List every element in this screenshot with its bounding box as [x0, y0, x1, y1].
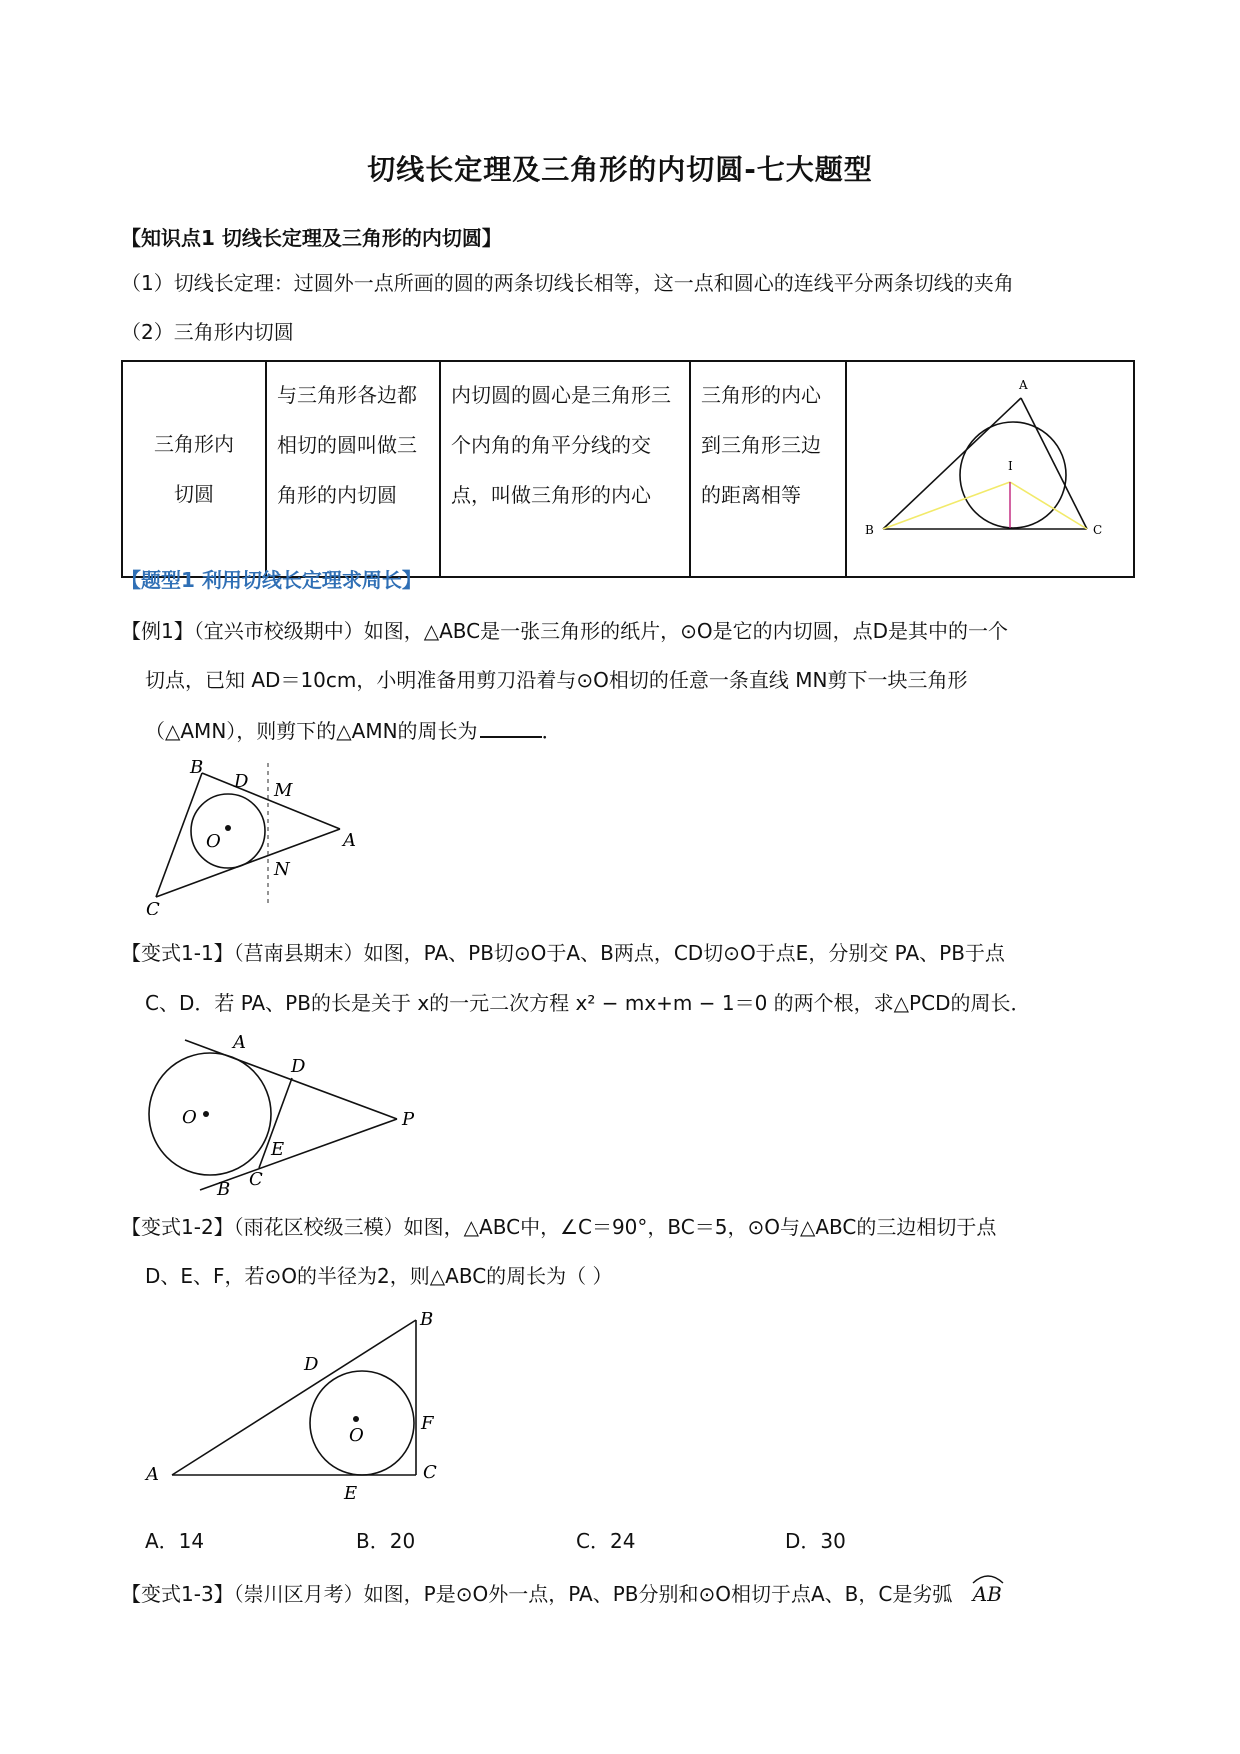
variant1-3-line1 — [121, 1580, 1002, 1608]
arc-ab-symbol — [973, 1580, 1002, 1608]
fig2-label-p: P — [402, 1109, 415, 1130]
variant1-1-figure — [140, 1030, 430, 1198]
fig-label-a: A — [1019, 378, 1028, 392]
option-b[interactable]: B．20 — [356, 1529, 416, 1553]
variant1-2-text1: （雨花区校级三模）如图，△ABC中，∠C＝90°，BC＝5，⊙O与△ABC的三边相切于点 — [233, 1215, 997, 1239]
table-figure-cell — [846, 361, 1134, 577]
example1-label: 【例1】 — [121, 619, 194, 643]
variant1-1-line1 — [121, 939, 1005, 967]
table-property-cell: 三角形的内心到三角形三边的距离相等 — [690, 361, 846, 577]
variant1-1-line2: C、D．若 PA、PB的长是关于 x的一元二次方程 x² − mx+m − 1＝0 的两个根，求△PCD的周长． — [145, 991, 1031, 1015]
incircle-table — [121, 360, 1135, 578]
option-a[interactable]: A．14 — [145, 1529, 205, 1553]
variant1-3-label: 【变式1-3】 — [121, 1582, 234, 1606]
fig1-label-a: A — [343, 830, 356, 851]
example1-text3: （△AMN），则剪下的△AMN的周长为 — [145, 719, 478, 743]
tangent-theorem-text: （1）切线长定理：过圆外一点所画的圆的两条切线长相等，这一点和圆心的连线平分两条切线的夹角 — [121, 271, 1014, 295]
page-title: 切线长定理及三角形的内切圆-七大题型 — [367, 153, 873, 186]
example1-text1: （宜兴市校级期中）如图，△ABC是一张三角形的纸片，⊙O是它的内切圆，点D是其中的一个 — [193, 619, 1009, 643]
arc-label: AB — [972, 1582, 1002, 1606]
type1-heading: 【题型1 利用切线长定理求周长】 — [121, 568, 422, 592]
option-d[interactable]: D．30 — [785, 1529, 846, 1553]
arc-icon — [971, 1572, 1005, 1584]
example1-text3-end: ． — [541, 719, 562, 743]
fig1-label-d: D — [234, 771, 249, 792]
fig2-label-c: C — [249, 1169, 263, 1190]
variant1-3-text1: （崇川区月考）如图，P是⊙O外一点，PA、PB分别和⊙O相切于点A、B，C是劣弧 — [233, 1582, 953, 1606]
fig2-label-a: A — [233, 1032, 246, 1053]
fig1-label-c: C — [146, 899, 160, 915]
variant1-1-label: 【变式1-1】 — [121, 941, 234, 965]
fig3-label-a: A — [146, 1464, 159, 1485]
variant1-2-label: 【变式1-2】 — [121, 1215, 234, 1239]
example1-line3 — [145, 716, 562, 745]
fig2-label-o: O — [182, 1107, 197, 1128]
knowledge-heading: 【知识点1 切线长定理及三角形的内切圆】 — [121, 226, 502, 250]
fig1-label-b: B — [190, 757, 204, 778]
fig-label-i: I — [1008, 459, 1013, 473]
fig-label-b: B — [865, 523, 874, 537]
fig1-label-o: O — [206, 831, 221, 852]
fig2-label-d: D — [291, 1056, 306, 1077]
example1-line2: 切点，已知 AD＝10cm，小明准备用剪刀沿着与⊙O相切的任意一条直线 MN剪下一块三角形 — [145, 668, 968, 692]
answer-blank — [480, 716, 542, 738]
table-term-cell: 三角形内切圆 — [122, 361, 266, 577]
fig3-label-f: F — [421, 1413, 434, 1434]
variant1-2-figure — [140, 1305, 450, 1505]
option-c[interactable]: C．24 — [576, 1529, 636, 1553]
table-incenter-cell: 内切圆的圆心是三角形三个内角的角平分线的交点，叫做三角形的内心 — [440, 361, 690, 577]
fig3-label-d: D — [304, 1354, 319, 1375]
fig3-label-b: B — [420, 1309, 434, 1330]
example1-line1 — [121, 617, 1008, 645]
fig3-label-e: E — [344, 1483, 358, 1504]
fig3-label-c: C — [423, 1462, 437, 1483]
incircle-heading: （2）三角形内切圆 — [121, 320, 294, 344]
fig1-label-n: N — [274, 859, 290, 880]
fig1-label-m: M — [274, 780, 293, 801]
fig2-label-e: E — [271, 1139, 285, 1160]
variant1-2-line2: D、E、F，若⊙O的半径为2，则△ABC的周长为（ ） — [145, 1264, 613, 1288]
fig2-label-b: B — [217, 1179, 231, 1198]
fig3-label-o: O — [349, 1425, 364, 1446]
variant1-1-text1: （莒南县期末）如图，PA、PB切⊙O于A、B两点，CD切⊙O于点E，分别交 PA、PB于点 — [233, 941, 1005, 965]
table-definition-cell: 与三角形各边都相切的圆叫做三角形的内切圆 — [266, 361, 440, 577]
incircle-diagram — [847, 362, 1133, 558]
fig-label-c: C — [1093, 523, 1103, 537]
variant1-2-line1 — [121, 1213, 996, 1241]
example1-figure — [140, 755, 370, 915]
